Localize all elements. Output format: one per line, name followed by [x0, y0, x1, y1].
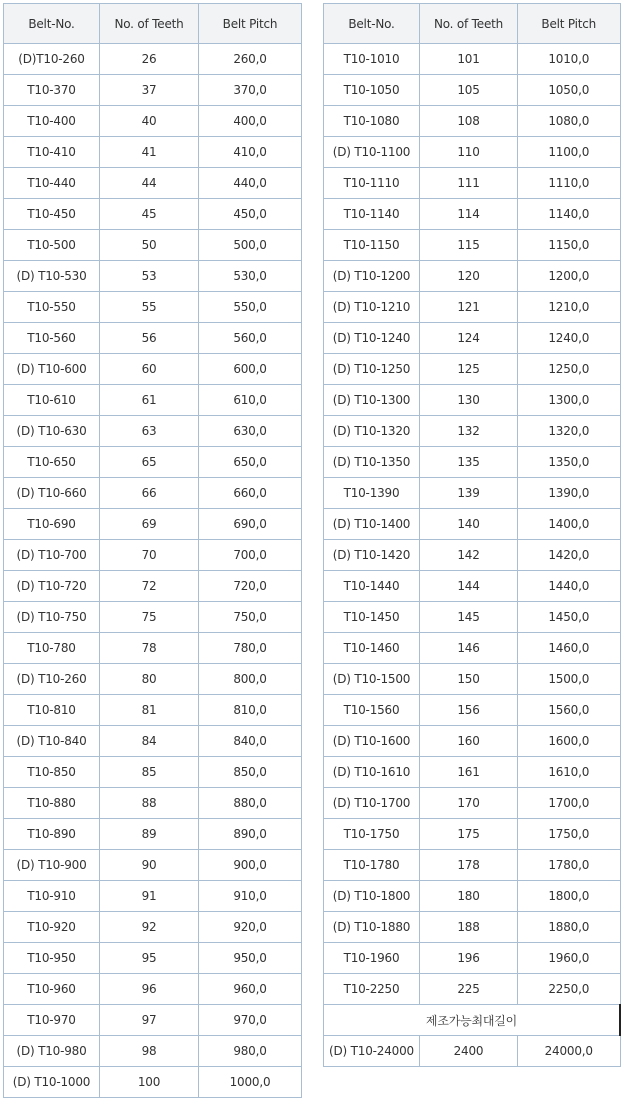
- cell-belt-no: T10-810: [4, 695, 100, 726]
- cell-no-of-teeth: 105: [420, 75, 518, 106]
- cell-no-of-teeth: 26: [100, 44, 199, 75]
- header-belt-pitch: Belt Pitch: [199, 4, 302, 44]
- cell-belt-pitch: 1110,0: [518, 168, 621, 199]
- cell-no-of-teeth: 98: [100, 1036, 199, 1067]
- cell-no-of-teeth: 96: [100, 974, 199, 1005]
- table-row: [324, 881, 621, 912]
- cell-belt-pitch: 700,0: [199, 540, 302, 571]
- table-row: [324, 323, 621, 354]
- cell-belt-no: T10-850: [4, 757, 100, 788]
- cell-no-of-teeth: 66: [100, 478, 199, 509]
- cell-belt-pitch: 840,0: [199, 726, 302, 757]
- cell-belt-pitch: 1440,0: [518, 571, 621, 602]
- cell-belt-pitch: 1100,0: [518, 137, 621, 168]
- cell-belt-pitch: 410,0: [199, 137, 302, 168]
- cell-belt-pitch: 1750,0: [518, 819, 621, 850]
- cell-no-of-teeth: 175: [420, 819, 518, 850]
- table-row: [324, 974, 621, 1005]
- cell-belt-pitch: 890,0: [199, 819, 302, 850]
- cell-belt-no: T10-1560: [324, 695, 420, 726]
- header-no-of-teeth: No. of Teeth: [420, 4, 518, 44]
- cell-belt-pitch: 1390,0: [518, 478, 621, 509]
- table-row: [4, 168, 302, 199]
- cell-no-of-teeth: 101: [420, 44, 518, 75]
- cell-belt-pitch: 980,0: [199, 1036, 302, 1067]
- cell-belt-pitch: 1150,0: [518, 230, 621, 261]
- table-row: [4, 509, 302, 540]
- table-row: [324, 199, 621, 230]
- cell-no-of-teeth: 114: [420, 199, 518, 230]
- cell-no-of-teeth: 139: [420, 478, 518, 509]
- cell-no-of-teeth: 85: [100, 757, 199, 788]
- table-row: [4, 199, 302, 230]
- cell-belt-pitch: 1600,0: [518, 726, 621, 757]
- table-row: [324, 850, 621, 881]
- table-row: [4, 106, 302, 137]
- cell-belt-pitch: 1320,0: [518, 416, 621, 447]
- cell-belt-no: (D) T10-630: [4, 416, 100, 447]
- cell-belt-no: T10-1440: [324, 571, 420, 602]
- cell-no-of-teeth: 56: [100, 323, 199, 354]
- cell-belt-no: T10-1150: [324, 230, 420, 261]
- cell-belt-pitch: 260,0: [199, 44, 302, 75]
- cell-belt-pitch: 810,0: [199, 695, 302, 726]
- cell-belt-no: (D) T10-1800: [324, 881, 420, 912]
- cell-no-of-teeth: 110: [420, 137, 518, 168]
- table-row: [4, 354, 302, 385]
- table-row: [324, 571, 621, 602]
- cell-belt-pitch: 1560,0: [518, 695, 621, 726]
- cell-belt-no: T10-370: [4, 75, 100, 106]
- cell-no-of-teeth: 135: [420, 447, 518, 478]
- cell-belt-no: T10-500: [4, 230, 100, 261]
- cell-belt-pitch: 500,0: [199, 230, 302, 261]
- cell-no-of-teeth: 132: [420, 416, 518, 447]
- table-row: [324, 137, 621, 168]
- belt-table-right: [323, 3, 621, 1067]
- cell-belt-pitch: 1250,0: [518, 354, 621, 385]
- cell-no-of-teeth: 130: [420, 385, 518, 416]
- table-row: [4, 540, 302, 571]
- cell-belt-no: (D) T10-1200: [324, 261, 420, 292]
- cell-no-of-teeth: 150: [420, 664, 518, 695]
- cell-belt-pitch: 630,0: [199, 416, 302, 447]
- cell-belt-pitch: 1240,0: [518, 323, 621, 354]
- table-row: [4, 1067, 302, 1098]
- table-row: [324, 168, 621, 199]
- table-row: [324, 478, 621, 509]
- cell-belt-pitch: 910,0: [199, 881, 302, 912]
- cell-belt-pitch: 750,0: [199, 602, 302, 633]
- cell-belt-pitch: 720,0: [199, 571, 302, 602]
- cell-belt-pitch: 970,0: [199, 1005, 302, 1036]
- cell-belt-no: T10-1110: [324, 168, 420, 199]
- table-row: [324, 354, 621, 385]
- cell-no-of-teeth: 90: [100, 850, 199, 881]
- cell-belt-no: T10-910: [4, 881, 100, 912]
- cell-belt-no: T10-960: [4, 974, 100, 1005]
- cell-no-of-teeth: 111: [420, 168, 518, 199]
- cell-no-of-teeth: 2400: [420, 1036, 518, 1067]
- table-header-row: [324, 4, 621, 44]
- cell-belt-pitch: 1400,0: [518, 509, 621, 540]
- cell-belt-no: T10-550: [4, 292, 100, 323]
- table-row: [324, 788, 621, 819]
- table-row: [4, 757, 302, 788]
- cell-belt-no: T10-1460: [324, 633, 420, 664]
- cell-no-of-teeth: 53: [100, 261, 199, 292]
- cell-belt-pitch: 440,0: [199, 168, 302, 199]
- cell-no-of-teeth: 120: [420, 261, 518, 292]
- cell-belt-no: T10-950: [4, 943, 100, 974]
- max-length-row: [324, 1036, 621, 1067]
- cell-belt-no: T10-1390: [324, 478, 420, 509]
- cell-no-of-teeth: 40: [100, 106, 199, 137]
- cell-belt-pitch: 24000,0: [518, 1036, 621, 1067]
- cell-belt-pitch: 1420,0: [518, 540, 621, 571]
- cell-belt-no: (D) T10-750: [4, 602, 100, 633]
- cell-belt-no: T10-880: [4, 788, 100, 819]
- cell-no-of-teeth: 95: [100, 943, 199, 974]
- table-row: [324, 664, 621, 695]
- cell-belt-no: (D) T10-1350: [324, 447, 420, 478]
- table-row: [4, 571, 302, 602]
- cell-belt-no: T10-650: [4, 447, 100, 478]
- cell-belt-pitch: 650,0: [199, 447, 302, 478]
- cell-no-of-teeth: 61: [100, 385, 199, 416]
- cell-no-of-teeth: 170: [420, 788, 518, 819]
- cell-belt-no: T10-2250: [324, 974, 420, 1005]
- cell-belt-pitch: 660,0: [199, 478, 302, 509]
- table-header-row: [4, 4, 302, 44]
- table-row: [4, 943, 302, 974]
- cell-belt-pitch: 1010,0: [518, 44, 621, 75]
- cell-belt-no: T10-1140: [324, 199, 420, 230]
- cell-no-of-teeth: 88: [100, 788, 199, 819]
- cell-belt-pitch: 450,0: [199, 199, 302, 230]
- cell-belt-no: T10-1450: [324, 602, 420, 633]
- table-row: [324, 44, 621, 75]
- table-row: [4, 478, 302, 509]
- cell-belt-no: (D) T10-1610: [324, 757, 420, 788]
- cell-belt-no: T10-1080: [324, 106, 420, 137]
- table-row: [4, 912, 302, 943]
- cell-belt-no: T10-1050: [324, 75, 420, 106]
- table-row: [4, 323, 302, 354]
- table-row: [4, 726, 302, 757]
- cell-no-of-teeth: 60: [100, 354, 199, 385]
- table-row: [4, 261, 302, 292]
- table-row: [324, 447, 621, 478]
- table-row: [324, 509, 621, 540]
- cell-no-of-teeth: 92: [100, 912, 199, 943]
- cell-belt-pitch: 880,0: [199, 788, 302, 819]
- table-row: [4, 416, 302, 447]
- table-row: [324, 230, 621, 261]
- cell-belt-no: T10-400: [4, 106, 100, 137]
- cell-belt-pitch: 920,0: [199, 912, 302, 943]
- cell-belt-pitch: 1800,0: [518, 881, 621, 912]
- cell-belt-pitch: 1350,0: [518, 447, 621, 478]
- cell-no-of-teeth: 196: [420, 943, 518, 974]
- cell-belt-no: (D) T10-1250: [324, 354, 420, 385]
- cell-belt-no: (D) T10-840: [4, 726, 100, 757]
- cell-belt-no: (D) T10-1000: [4, 1067, 100, 1098]
- cell-belt-no: (D) T10-530: [4, 261, 100, 292]
- table-row: [324, 385, 621, 416]
- table-row: [4, 602, 302, 633]
- cell-belt-pitch: 1080,0: [518, 106, 621, 137]
- cell-no-of-teeth: 72: [100, 571, 199, 602]
- cell-no-of-teeth: 146: [420, 633, 518, 664]
- table-row: [324, 943, 621, 974]
- cell-belt-pitch: 1460,0: [518, 633, 621, 664]
- cell-no-of-teeth: 44: [100, 168, 199, 199]
- cell-no-of-teeth: 63: [100, 416, 199, 447]
- table-row: [4, 664, 302, 695]
- cell-belt-pitch: 1450,0: [518, 602, 621, 633]
- cell-no-of-teeth: 178: [420, 850, 518, 881]
- cell-no-of-teeth: 144: [420, 571, 518, 602]
- cell-belt-no: (D) T10-1600: [324, 726, 420, 757]
- table-row: [4, 385, 302, 416]
- cell-belt-no: (D) T10-720: [4, 571, 100, 602]
- cell-no-of-teeth: 140: [420, 509, 518, 540]
- cell-belt-no: (D) T10-1420: [324, 540, 420, 571]
- max-length-caption-row: [324, 1005, 621, 1036]
- cell-no-of-teeth: 84: [100, 726, 199, 757]
- cell-no-of-teeth: 125: [420, 354, 518, 385]
- cell-belt-no: T10-610: [4, 385, 100, 416]
- table-row: [4, 292, 302, 323]
- cell-belt-pitch: 600,0: [199, 354, 302, 385]
- cell-belt-no: (D) T10-600: [4, 354, 100, 385]
- cell-belt-no: T10-410: [4, 137, 100, 168]
- cell-belt-pitch: 1300,0: [518, 385, 621, 416]
- cell-no-of-teeth: 156: [420, 695, 518, 726]
- cell-no-of-teeth: 69: [100, 509, 199, 540]
- cell-belt-no: (D) T10-1400: [324, 509, 420, 540]
- cell-no-of-teeth: 37: [100, 75, 199, 106]
- cell-belt-no: T10-440: [4, 168, 100, 199]
- cell-belt-no: T10-560: [4, 323, 100, 354]
- table-row: [4, 788, 302, 819]
- cell-belt-pitch: 850,0: [199, 757, 302, 788]
- table-row: [4, 75, 302, 106]
- cell-belt-pitch: 1050,0: [518, 75, 621, 106]
- cell-belt-no: (D) T10-700: [4, 540, 100, 571]
- table-row: [324, 261, 621, 292]
- cell-belt-pitch: 900,0: [199, 850, 302, 881]
- cell-belt-no: (D) T10-1210: [324, 292, 420, 323]
- table-row: [4, 137, 302, 168]
- cell-belt-pitch: 950,0: [199, 943, 302, 974]
- cell-belt-pitch: 960,0: [199, 974, 302, 1005]
- cell-belt-no: (D) T10-1700: [324, 788, 420, 819]
- table-row: [324, 912, 621, 943]
- cell-no-of-teeth: 121: [420, 292, 518, 323]
- cell-no-of-teeth: 75: [100, 602, 199, 633]
- cell-belt-no: T10-970: [4, 1005, 100, 1036]
- cell-belt-pitch: 2250,0: [518, 974, 621, 1005]
- header-belt-no: Belt-No.: [324, 4, 420, 44]
- cell-belt-no: T10-1010: [324, 44, 420, 75]
- cell-no-of-teeth: 145: [420, 602, 518, 633]
- cell-belt-no: (D) T10-660: [4, 478, 100, 509]
- cell-belt-pitch: 400,0: [199, 106, 302, 137]
- cell-belt-no: T10-920: [4, 912, 100, 943]
- cell-no-of-teeth: 115: [420, 230, 518, 261]
- table-row: [4, 447, 302, 478]
- table-row: [324, 726, 621, 757]
- cell-belt-no: T10-690: [4, 509, 100, 540]
- table-row: [4, 850, 302, 881]
- cell-no-of-teeth: 91: [100, 881, 199, 912]
- cell-belt-pitch: 560,0: [199, 323, 302, 354]
- table-row: [4, 44, 302, 75]
- cell-no-of-teeth: 80: [100, 664, 199, 695]
- cell-belt-pitch: 780,0: [199, 633, 302, 664]
- table-row: [324, 602, 621, 633]
- cell-belt-pitch: 550,0: [199, 292, 302, 323]
- cell-no-of-teeth: 97: [100, 1005, 199, 1036]
- table-row: [4, 695, 302, 726]
- cell-belt-pitch: 1500,0: [518, 664, 621, 695]
- cell-no-of-teeth: 41: [100, 137, 199, 168]
- cell-belt-pitch: 1200,0: [518, 261, 621, 292]
- table-row: [324, 75, 621, 106]
- cell-belt-pitch: 530,0: [199, 261, 302, 292]
- belt-table-left: [3, 3, 302, 1098]
- cell-belt-no: (D) T10-1320: [324, 416, 420, 447]
- cell-belt-no: (D) T10-24000: [324, 1036, 420, 1067]
- cell-no-of-teeth: 124: [420, 323, 518, 354]
- header-belt-no: Belt-No.: [4, 4, 100, 44]
- table-row: [324, 819, 621, 850]
- table-row: [324, 695, 621, 726]
- cell-belt-pitch: 1610,0: [518, 757, 621, 788]
- cell-belt-no: T10-780: [4, 633, 100, 664]
- cell-no-of-teeth: 55: [100, 292, 199, 323]
- table-row: [324, 540, 621, 571]
- cell-belt-no: (D)T10-260: [4, 44, 100, 75]
- cell-no-of-teeth: 45: [100, 199, 199, 230]
- cell-belt-pitch: 370,0: [199, 75, 302, 106]
- cell-belt-no: (D) T10-1100: [324, 137, 420, 168]
- cell-no-of-teeth: 180: [420, 881, 518, 912]
- cell-belt-no: T10-450: [4, 199, 100, 230]
- cell-belt-pitch: 1000,0: [199, 1067, 302, 1098]
- cell-no-of-teeth: 78: [100, 633, 199, 664]
- cell-belt-pitch: 1880,0: [518, 912, 621, 943]
- cell-no-of-teeth: 81: [100, 695, 199, 726]
- cell-belt-pitch: 1780,0: [518, 850, 621, 881]
- cell-belt-no: T10-1960: [324, 943, 420, 974]
- cell-no-of-teeth: 225: [420, 974, 518, 1005]
- cell-no-of-teeth: 142: [420, 540, 518, 571]
- cell-belt-no: (D) T10-1500: [324, 664, 420, 695]
- cell-belt-no: T10-1780: [324, 850, 420, 881]
- table-row: [4, 881, 302, 912]
- cell-no-of-teeth: 161: [420, 757, 518, 788]
- header-no-of-teeth: No. of Teeth: [100, 4, 199, 44]
- cell-no-of-teeth: 108: [420, 106, 518, 137]
- cell-no-of-teeth: 160: [420, 726, 518, 757]
- table-row: [4, 230, 302, 261]
- table-row: [324, 292, 621, 323]
- cell-belt-no: (D) T10-1880: [324, 912, 420, 943]
- cell-belt-pitch: 610,0: [199, 385, 302, 416]
- table-row: [324, 633, 621, 664]
- cell-belt-pitch: 1210,0: [518, 292, 621, 323]
- table-row: [324, 757, 621, 788]
- cell-belt-no: T10-1750: [324, 819, 420, 850]
- cell-belt-pitch: 1700,0: [518, 788, 621, 819]
- cell-belt-no: (D) T10-260: [4, 664, 100, 695]
- table-row: [4, 1036, 302, 1067]
- cell-belt-no: (D) T10-900: [4, 850, 100, 881]
- table-row: [4, 974, 302, 1005]
- header-belt-pitch: Belt Pitch: [518, 4, 621, 44]
- cell-no-of-teeth: 70: [100, 540, 199, 571]
- table-row: [4, 819, 302, 850]
- cell-no-of-teeth: 188: [420, 912, 518, 943]
- cell-belt-pitch: 1960,0: [518, 943, 621, 974]
- cell-belt-no: (D) T10-1300: [324, 385, 420, 416]
- max-length-label: 제조가능최대길이: [324, 1005, 621, 1036]
- table-row: [324, 106, 621, 137]
- table-row: [324, 416, 621, 447]
- cell-belt-no: T10-890: [4, 819, 100, 850]
- cell-belt-pitch: 690,0: [199, 509, 302, 540]
- cell-no-of-teeth: 50: [100, 230, 199, 261]
- table-row: [4, 633, 302, 664]
- cell-belt-no: (D) T10-1240: [324, 323, 420, 354]
- cell-no-of-teeth: 89: [100, 819, 199, 850]
- table-row: [4, 1005, 302, 1036]
- cell-no-of-teeth: 65: [100, 447, 199, 478]
- cell-belt-no: (D) T10-980: [4, 1036, 100, 1067]
- cell-belt-pitch: 800,0: [199, 664, 302, 695]
- cell-no-of-teeth: 100: [100, 1067, 199, 1098]
- cell-belt-pitch: 1140,0: [518, 199, 621, 230]
